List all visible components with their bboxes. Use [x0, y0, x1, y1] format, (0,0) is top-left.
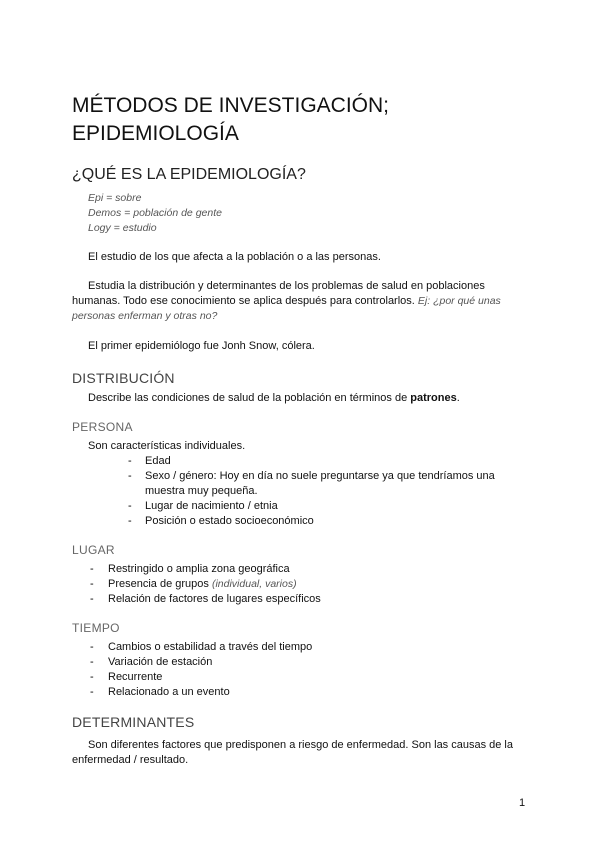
distribucion-text: Describe las condiciones de salud de la población en términos de [88, 392, 408, 404]
paragraph-study-line-2 [72, 295, 501, 307]
persona-item-lugar: Lugar de nacimiento / etnia [145, 500, 278, 512]
list-dash: - [128, 470, 132, 482]
title-line-2: EPIDEMIOLOGÍA [72, 122, 239, 145]
determinantes-line-1: Son diferentes factores que predisponen a riesgo de enfermedad. Son las causas de la [88, 739, 513, 751]
persona-intro: Son características individuales. [88, 440, 246, 452]
lugar-presencia-text: Presencia de grupos [108, 578, 209, 590]
list-dash: - [90, 578, 94, 590]
list-dash: - [90, 641, 94, 653]
page-number: 1 [519, 797, 526, 809]
persona-item-sexo-cont: muestra muy pequeña. [145, 485, 258, 497]
lugar-item-relacion: Relación de factores de lugares específicos [108, 593, 321, 605]
persona-item-edad: Edad [145, 455, 171, 467]
lugar-presencia-note: (individual, varios) [211, 578, 297, 590]
tiempo-item-evento: Relacionado a un evento [108, 686, 230, 698]
tiempo-item-recurrente: Recurrente [108, 671, 163, 683]
heading-lugar: LUGAR [72, 543, 115, 557]
heading-what-is: ¿QUÉ ES LA EPIDEMIOLOGÍA? [72, 166, 306, 183]
list-dash: - [90, 593, 94, 605]
list-dash: - [90, 686, 94, 698]
title-line-1: MÉTODOS DE INVESTIGACIÓN; [72, 94, 389, 117]
lugar-item-restringido: Restringido o amplia zona geográfica [108, 563, 290, 575]
tiempo-item-variacion: Variación de estación [108, 656, 213, 668]
paragraph-definition: El estudio de los que afecta a la población o a las personas. [88, 251, 381, 263]
heading-tiempo: TIEMPO [72, 621, 120, 635]
tiempo-item-cambios: Cambios o estabilidad a través del tiempo [108, 641, 313, 653]
distribucion-end: . [456, 392, 460, 404]
paragraph-study-example-cont: personas enferman y otras no? [72, 310, 218, 322]
determinantes-line-2: enfermedad / resultado. [72, 754, 189, 766]
list-dash: - [128, 500, 132, 512]
persona-item-posicion: Posición o estado socioeconómico [145, 515, 314, 527]
etymology-demos: Demos = población de gente [88, 207, 222, 219]
persona-item-sexo: Sexo / género: Hoy en día no suele preguntarse ya que tendríamos una [145, 470, 495, 482]
lugar-item-presencia [108, 578, 297, 590]
heading-determinantes: DETERMINANTES [72, 714, 195, 730]
list-dash: - [128, 515, 132, 527]
paragraph-first-epidemiologist: El primer epidemiólogo fue Jonh Snow, cólera. [88, 340, 315, 352]
paragraph-study-line-1: Estudia la distribución y determinantes de los problemas de salud en poblaciones [88, 280, 485, 292]
etymology-epi: Epi = sobre [88, 192, 142, 204]
list-dash: - [90, 656, 94, 668]
distribucion-bold: patrones [410, 392, 457, 404]
paragraph-distribucion [88, 392, 460, 404]
list-dash: - [90, 563, 94, 575]
paragraph-study-example: Ej: ¿por qué unas [417, 295, 501, 307]
heading-persona: PERSONA [72, 420, 133, 434]
paragraph-study-text: humanas. Todo ese conocimiento se aplica después para controlarlos. [72, 295, 415, 307]
heading-distribucion: DISTRIBUCIÓN [72, 370, 175, 386]
list-dash: - [90, 671, 94, 683]
list-dash: - [128, 455, 132, 467]
etymology-logy: Logy = estudio [88, 222, 157, 234]
